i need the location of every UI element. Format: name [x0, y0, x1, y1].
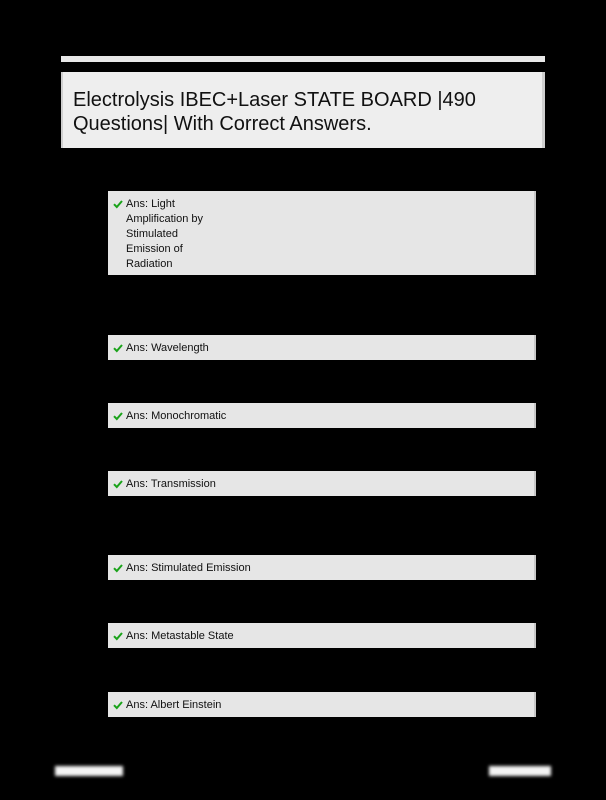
title-box — [61, 72, 545, 148]
footer-right-blurred — [489, 766, 551, 776]
check-mark-icon — [113, 631, 123, 641]
answer-text: Ans: Stimulated Emission — [126, 562, 251, 574]
check-mark-icon — [113, 700, 123, 710]
footer-left-blurred — [55, 766, 123, 776]
check-mark-icon — [113, 563, 123, 573]
check-mark-icon — [113, 479, 123, 489]
answer-text: Ans: Light Amplification by Stimulated Emission of Radiation — [126, 198, 204, 270]
check-mark-icon — [113, 411, 123, 421]
top-divider — [61, 56, 545, 62]
answer-box — [108, 191, 536, 275]
answer-text: Ans: Albert Einstein — [126, 699, 222, 711]
answer-text: Ans: Wavelength — [126, 342, 209, 354]
answer-box — [108, 692, 536, 717]
answer-box — [108, 623, 536, 648]
answer-text: Ans: Monochromatic — [126, 410, 227, 422]
answer-box — [108, 471, 536, 496]
answer-text: Ans: Transmission — [126, 478, 216, 490]
answer-box — [108, 403, 536, 428]
check-mark-icon — [113, 199, 123, 209]
document-title: Electrolysis IBEC+Laser STATE BOARD |490 Questions| With Correct Answers. — [73, 89, 476, 135]
answer-box — [108, 335, 536, 360]
answer-box — [108, 555, 536, 580]
check-mark-icon — [113, 343, 123, 353]
answer-text: Ans: Metastable State — [126, 630, 234, 642]
